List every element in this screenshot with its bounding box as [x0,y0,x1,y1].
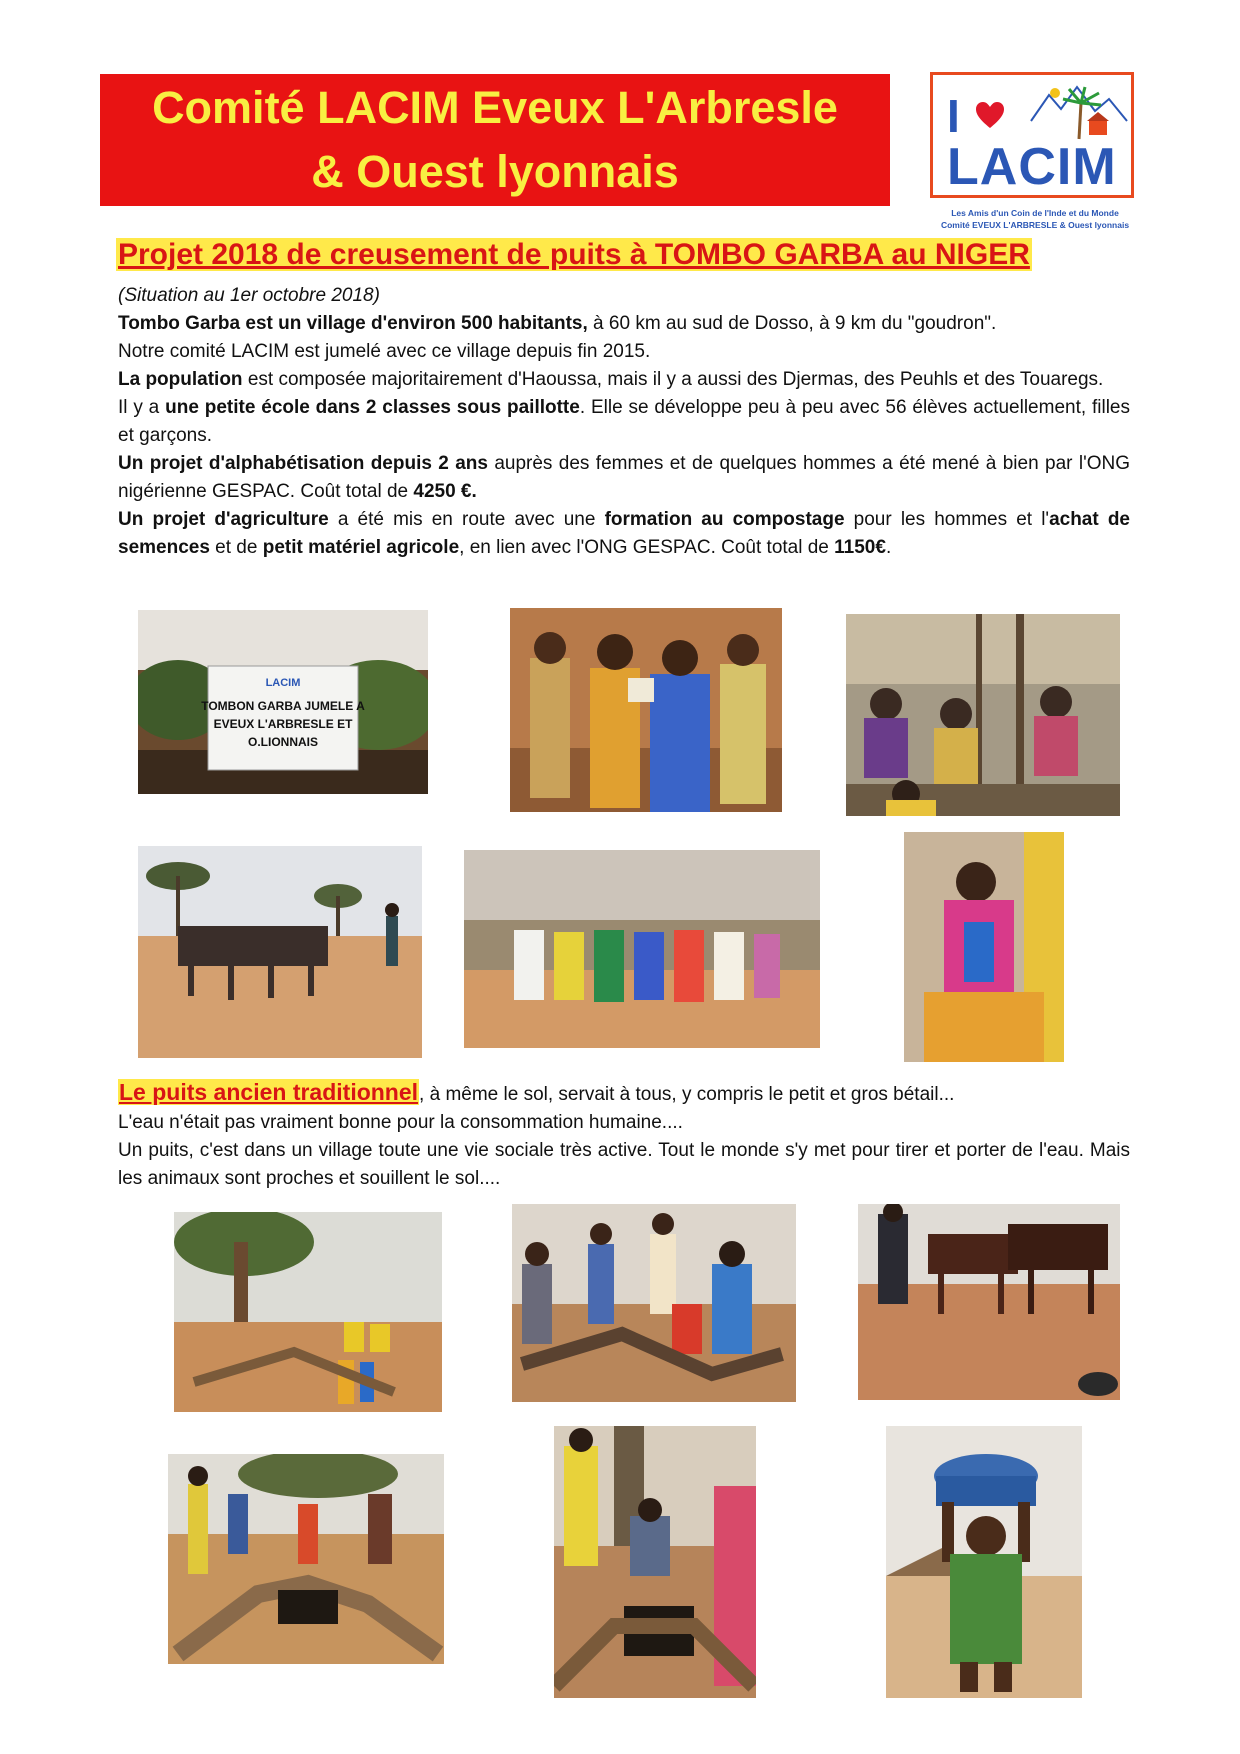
logo-frame [930,72,1134,198]
logo-wordmark: LACIM [947,138,1117,196]
agri-end: . [885,537,892,558]
photo-village-sign [138,610,428,794]
photo-cattle [858,1204,1120,1400]
banner-title-line2: & Ouest lyonnais [311,146,679,197]
agri-bold4: petit matériel agricole [262,537,460,558]
population-text: est composée majoritairement d'Haoussa, mais il y a aussi des Djermas, des Peuhls et des Touaregs. [242,369,1104,390]
well-intro-text: , à même le sol, servait à tous, y compris le petit et gros bétail... [419,1084,955,1105]
header-banner [100,74,890,206]
literacy-amount: 4250 €. [413,481,477,502]
project-title: Projet 2018 de creusement de puits à TOMBO GARBA au NIGER [118,238,1030,271]
population-bold: La population [118,369,243,390]
logo-tagline1: Les Amis d'un Coin de l'Inde et du Monde [951,208,1119,218]
sign-line3: O.LIONNAIS [247,735,319,749]
project-title-wrap [116,238,1032,272]
agri-bold3: achat de semences [118,509,1131,558]
agri-text-b: pour les hommes et l' [844,509,1050,530]
sign-line2: EVEUX L'ARBRESLE ET [213,717,353,731]
paragraph-well-water: L'eau n'était pas vraiment bonne pour la consommation humaine.... [118,1112,683,1133]
agri-text-c: et de [209,537,263,558]
sign-brand: LACIM [265,677,301,689]
situation-date: (Situation au 1er octobre 2018) [118,285,380,306]
palm-mountain-icon [1029,81,1129,143]
heart-icon [975,101,1005,131]
photo-literacy-class [846,614,1120,816]
photo-children-group [510,608,782,812]
project-description [118,282,1130,562]
school-bold: une petite école dans 2 classes sous paillotte [165,397,580,418]
photo-mother-child [904,832,1064,1062]
lacim-logo [930,72,1140,232]
village-bold: Tombo Garba est un village d'environ 500 habitants, [118,313,588,334]
well-description [118,1078,1130,1193]
agri-amount: 1150€ [834,537,886,558]
school-text-a: Il y a [118,397,166,418]
paragraph-agriculture [118,506,1130,562]
logo-i-letter: I [947,90,960,142]
photo-drawing-water [512,1204,796,1402]
photo-well-timber [168,1454,444,1664]
photo-child-basin [886,1426,1082,1698]
agri-text-d: , en lien avec l'ONG GESPAC. Coût total de [459,537,835,558]
paragraph-well-intro [118,1078,1130,1109]
photo-well-tree [174,1212,442,1412]
school-text: . Elle se développe peu à peu avec 56 élèves actuellement, filles et garçons. [118,397,1130,446]
photo-well-pulley [554,1426,756,1698]
paragraph-well-social: Un puits, c'est dans un village toute une vie sociale très active. Tout le monde s'y met pour tirer et porter de l'eau. Mais les animaux sont proches et souillent le sol.... [118,1140,1130,1189]
logo-tagline2: Comité EVEUX L'ARBRESLE & Ouest lyonnais [940,220,1130,230]
well-title: Le puits ancien traditionnel [119,1079,419,1105]
paragraph-school [118,394,1130,450]
literacy-bold: Un projet d'alphabétisation depuis 2 ans [118,453,488,474]
paragraph-literacy [118,450,1130,506]
photo-donkeys [138,846,422,1058]
photo-women-group [464,850,820,1048]
agri-text-a: a été mis en route avec une [328,509,605,530]
paragraph-village [118,310,1130,338]
sign-line1: TOMBON GARBA JUMELE A [201,699,365,713]
paragraph-twinning: Notre comité LACIM est jumelé avec ce village depuis fin 2015. [118,341,651,362]
literacy-text: auprès des femmes et de quelques hommes a été mené à bien par l'ONG nigérienne GESPAC. Coût total de [118,453,1130,502]
paragraph-population [118,366,1130,394]
banner-title-line1: Comité LACIM Eveux L'Arbresle [152,82,838,133]
village-text: à 60 km au sud de Dosso, à 9 km du "goudron". [587,313,997,334]
agri-bold2: formation au compostage [604,509,845,530]
agri-bold1: Un projet d'agriculture [118,509,329,530]
